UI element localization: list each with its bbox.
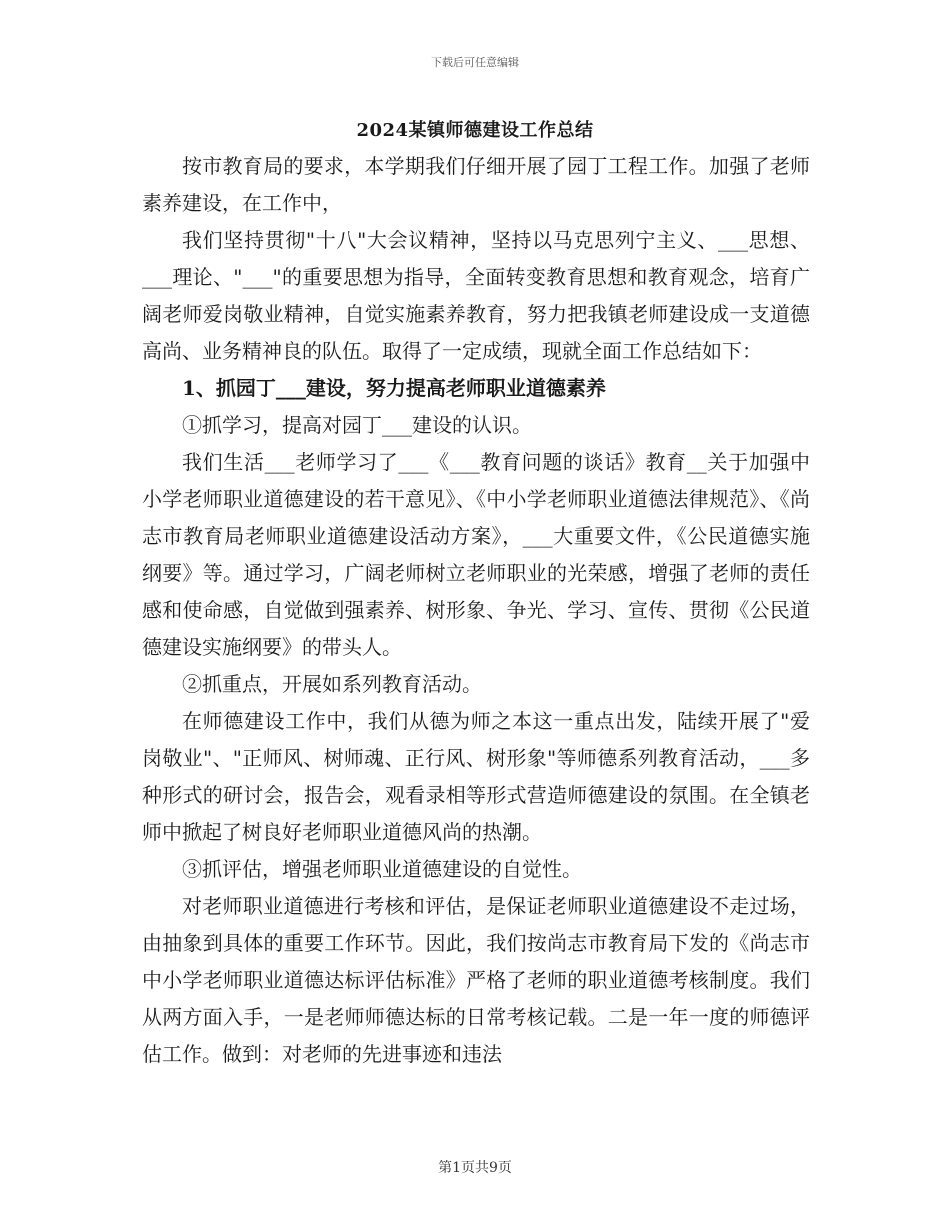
paragraph-study: 我们生活___老师学习了___《___教育问题的谈话》教育__关于加强中小学老师职业道德建设的若干意见》、《中小学老师职业道德法律规范》、《尚志市教育局老师职业道德建设活动方案》，___大重要文件，《公民道德实施纲要》等。通过学习，广阔老师树立老师职业的光荣感，增强了老师的责任感和使命感，自觉做到强素养、树形象、争光、学习、宣传、贯彻《公民道德建设实施纲要》的带头人。 (142, 450, 810, 659)
document-title: 2024某镇师德建设工作总结 (356, 120, 594, 141)
subsection-heading-study: ①抓学习，提高对园丁___建设的认识。 (182, 413, 532, 437)
subsection-heading-focus: ②抓重点，开展如系列教育活动。 (182, 672, 482, 696)
page-header-note: 下载后可任意编辑 (431, 56, 519, 69)
paragraph-evaluation: 对老师职业道德进行考核和评估，是保证老师职业道德建设不走过场，由抽象到具体的重要工作环节。因此，我们按尚志市教育局下发的《尚志市中小学老师职业道德达标评估标准》严格了老师的职业道德考核制度。我们从两方面入手，一是老师师德达标的日常考核记载。二是一年一度的师德评估工作。做到：对老师的先进事迹和违法 (142, 894, 810, 1066)
paragraph-guiding-thought: 我们坚持贯彻"十八"大会议精神，坚持以马克思列宁主义、___思想、___理论、"___"的重要思想为指导，全面转变教育思想和教育观念，培育广阔老师爱岗敬业精神，自觉实施素养教育，努力把我镇老师建设成一支道德高尚、业务精神良的队伍。取得了一定成绩，现就全面工作总结如下： (142, 228, 810, 363)
paragraph-focus: 在师德建设工作中，我们从德为师之本这一重点出发，陆续开展了"爱岗敬业"、"正师风、树师魂、正行风、树形象"等师德系列教育活动，___多种形式的研讨会，报告会，观看录相等形式营造师德建设的氛围。在全镇老师中掀起了树良好老师职业道德风尚的热潮。 (142, 709, 810, 844)
document-body (142, 148, 810, 1073)
subsection-heading-evaluation: ③抓评估，增强老师职业道德建设的自觉性。 (182, 857, 582, 881)
page-number-footer: 第1页共9页 (438, 1160, 512, 1176)
paragraph-intro: 按市教育局的要求，本学期我们仔细开展了园丁工程工作。加强了老师素养建设，在工作中， (142, 154, 810, 215)
section-heading-1: 1、抓园丁___建设，努力提高老师职业道德素养 (182, 376, 606, 400)
